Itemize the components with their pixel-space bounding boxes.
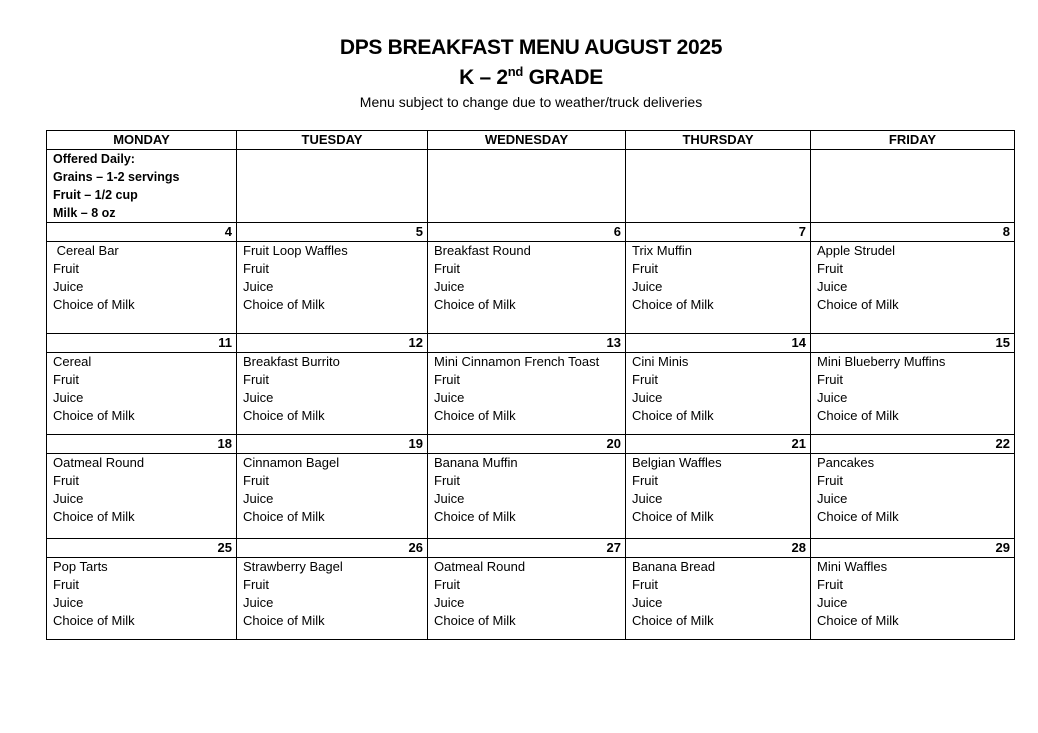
menu-cell [428,242,626,334]
menu-item: Fruit [817,372,843,387]
date-number: 27 [428,539,626,558]
menu-row [47,454,1015,539]
date-number: 15 [811,334,1015,353]
menu-entree: Breakfast Burrito [243,354,340,369]
menu-item: Juice [53,279,84,294]
menu-entree: Cereal Bar [53,243,119,258]
date-number: 7 [626,223,811,242]
menu-item: Juice [434,390,465,405]
menu-cell [811,558,1015,640]
menu-entree: Breakfast Round [434,243,531,258]
menu-row [47,242,1015,334]
menu-entree: Mini Blueberry Muffins [817,354,946,369]
date-row [47,334,1015,353]
menu-table [46,130,1015,640]
menu-cell [428,454,626,539]
date-row [47,223,1015,242]
menu-cell [237,353,428,435]
menu-item: Fruit [632,261,658,276]
date-number: 8 [811,223,1015,242]
offered-daily-row [47,150,1015,223]
menu-item: Fruit [817,473,843,488]
menu-cell [626,353,811,435]
menu-cell [811,353,1015,435]
date-number: 12 [237,334,428,353]
menu-cell [428,558,626,640]
menu-entree: Banana Bread [632,559,716,574]
menu-item: Juice [817,491,848,506]
menu-item: Fruit [53,473,79,488]
menu-item: Choice of Milk [632,509,714,524]
menu-item: Fruit [434,261,460,276]
menu-item: Juice [243,279,274,294]
date-number: 29 [811,539,1015,558]
date-number: 6 [428,223,626,242]
date-row [47,435,1015,454]
menu-item: Choice of Milk [243,297,325,312]
menu-entree: Cini Minis [632,354,689,369]
menu-item: Fruit [53,372,79,387]
page-title: DPS BREAKFAST MENU AUGUST 2025 [339,36,723,59]
date-number: 18 [47,435,237,454]
grade-prefix: K – 2 [459,66,508,89]
menu-cell [237,558,428,640]
menu-cell [237,454,428,539]
grade-suffix: GRADE [523,66,603,89]
menu-item: Choice of Milk [434,613,516,628]
date-number: 22 [811,435,1015,454]
menu-entree: Mini Waffles [817,559,888,574]
menu-item: Choice of Milk [434,509,516,524]
menu-cell [428,353,626,435]
menu-cell [47,558,237,640]
menu-entree: Banana Muffin [434,455,518,470]
menu-item: Choice of Milk [243,613,325,628]
menu-entree: Trix Muffin [632,243,692,258]
menu-entree: Apple Strudel [817,243,896,258]
menu-item: Juice [53,491,84,506]
offered-daily-milk: Milk – 8 oz [53,206,116,220]
menu-item: Juice [243,390,274,405]
date-number: 13 [428,334,626,353]
date-number: 14 [626,334,811,353]
date-number: 28 [626,539,811,558]
grade-superscript: nd [507,64,524,79]
date-number: 11 [47,334,237,353]
menu-row [47,353,1015,435]
menu-entree: Strawberry Bagel [243,559,343,574]
date-number: 4 [47,223,237,242]
day-header: FRIDAY [811,131,1015,150]
grade-heading [0,66,1038,92]
empty-cell [428,150,626,223]
menu-item: Juice [817,390,848,405]
menu-item: Fruit [243,261,269,276]
subtitle: Menu subject to change due to weather/truck deliveries [359,94,703,110]
menu-item: Juice [632,390,663,405]
menu-item: Choice of Milk [434,297,516,312]
menu-cell [626,454,811,539]
menu-item: Juice [434,595,465,610]
date-row [47,539,1015,558]
day-header: WEDNESDAY [428,131,626,150]
menu-item: Choice of Milk [53,509,135,524]
day-header: THURSDAY [626,131,811,150]
menu-item: Juice [632,595,663,610]
date-number: 21 [626,435,811,454]
menu-cell [626,242,811,334]
menu-entree: Fruit Loop Waffles [243,243,348,258]
date-number: 25 [47,539,237,558]
menu-item: Fruit [632,577,658,592]
date-number: 5 [237,223,428,242]
menu-item: Choice of Milk [243,509,325,524]
menu-item: Choice of Milk [632,408,714,423]
menu-item: Juice [817,595,848,610]
menu-item: Juice [243,595,274,610]
menu-entree: Cinnamon Bagel [243,455,340,470]
menu-item: Juice [434,279,465,294]
offered-daily-heading: Offered Daily: [53,152,135,166]
menu-item: Fruit [53,261,79,276]
menu-entree: Oatmeal Round [434,559,526,574]
menu-entree: Belgian Waffles [632,455,722,470]
menu-item: Fruit [243,372,269,387]
menu-item: Juice [53,390,84,405]
menu-cell [47,353,237,435]
menu-item: Juice [243,491,274,506]
menu-cell [47,454,237,539]
menu-item: Fruit [434,577,460,592]
menu-item: Choice of Milk [53,408,135,423]
menu-item: Fruit [243,473,269,488]
menu-item: Choice of Milk [53,297,135,312]
menu-item: Juice [434,491,465,506]
menu-item: Fruit [632,372,658,387]
menu-item: Fruit [817,577,843,592]
menu-item: Fruit [434,473,460,488]
menu-item: Choice of Milk [817,509,899,524]
menu-entree: Cereal [53,354,92,369]
menu-item: Juice [53,595,84,610]
menu-item: Fruit [53,577,79,592]
menu-item: Fruit [817,261,843,276]
offered-daily-cell [47,150,237,223]
menu-item: Choice of Milk [243,408,325,423]
menu-entree: Oatmeal Round [53,455,145,470]
offered-daily-grains: Grains – 1-2 servings [53,170,180,184]
menu-item: Juice [632,491,663,506]
empty-cell [237,150,428,223]
menu-item: Fruit [434,372,460,387]
menu-cell [811,454,1015,539]
day-header: TUESDAY [237,131,428,150]
menu-entree: Pop Tarts [53,559,108,574]
menu-item: Choice of Milk [632,613,714,628]
menu-entree: Pancakes [817,455,875,470]
menu-cell [811,242,1015,334]
date-number: 20 [428,435,626,454]
date-number: 19 [237,435,428,454]
menu-item: Fruit [243,577,269,592]
date-number: 26 [237,539,428,558]
menu-entree: Mini Cinnamon French Toast [434,354,600,369]
menu-item: Juice [632,279,663,294]
menu-item: Choice of Milk [817,297,899,312]
empty-cell [626,150,811,223]
menu-row [47,558,1015,640]
menu-cell [47,242,237,334]
menu-item: Choice of Milk [53,613,135,628]
menu-cell [626,558,811,640]
menu-item: Choice of Milk [817,613,899,628]
menu-item: Choice of Milk [632,297,714,312]
menu-item: Fruit [632,473,658,488]
menu-cell [237,242,428,334]
menu-item: Choice of Milk [817,408,899,423]
day-header: MONDAY [47,131,237,150]
menu-item: Juice [817,279,848,294]
offered-daily-fruit: Fruit – 1/2 cup [53,188,138,202]
menu-item: Choice of Milk [434,408,516,423]
day-header-row [47,131,1015,150]
empty-cell [811,150,1015,223]
